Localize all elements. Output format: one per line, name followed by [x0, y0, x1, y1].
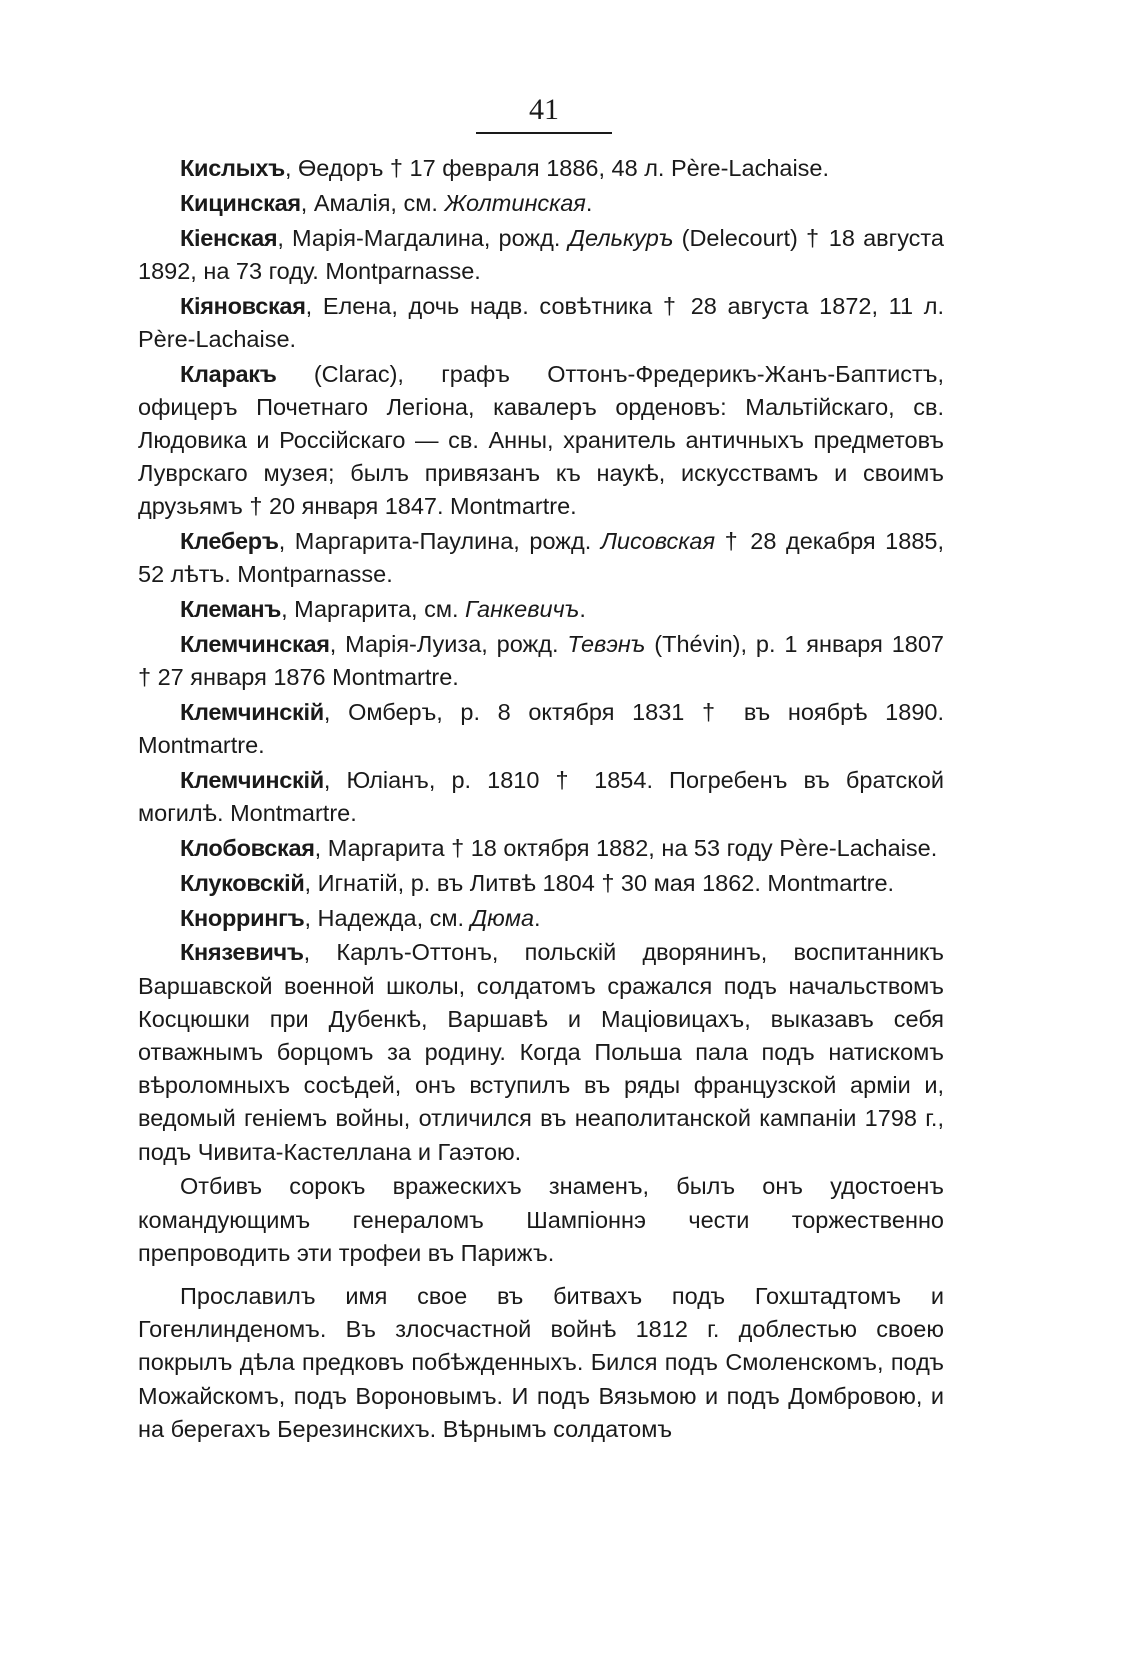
entry	[138, 525, 944, 591]
entry-text: , Елена, дочь надв. совѣтника † 28 августа 1872, 11 л. Père-Lachaise.	[138, 292, 944, 352]
entry-tail: .	[585, 189, 593, 216]
entry-tail: † 28 декабря 1885, 52 лѣтъ. Montparnasse.	[138, 528, 944, 588]
entry-text: , Омберъ, р. 8 октября 1831 † въ ноябрѣ 1890. Montmartre.	[138, 699, 944, 759]
entry	[138, 593, 944, 626]
entry	[138, 152, 944, 185]
entry-text: , Амалія, см.	[300, 189, 445, 216]
entry-surname: Клемчинскій	[180, 699, 324, 725]
entry	[138, 764, 944, 830]
entry-surname: Кіяновская	[180, 292, 306, 319]
entry-cross-reference: Жолтинская	[444, 189, 586, 216]
entry-text: , Марія-Магдалина, рожд.	[277, 224, 569, 251]
entry	[138, 936, 944, 1168]
entries-body	[138, 152, 944, 1448]
entry-tail: (Delecourt) † 18 августа 1892, на 73 году. Montparnasse.	[138, 224, 945, 284]
entry	[138, 290, 944, 356]
entry-maiden-name: Делькуръ	[568, 224, 674, 251]
entry-text: , Маргарита-Паулина, рожд.	[278, 528, 601, 555]
entry-cross-reference: Ганкевичъ	[465, 596, 580, 623]
entry	[138, 696, 944, 762]
entry	[138, 187, 944, 220]
entry-surname: Князевичъ	[180, 939, 304, 966]
entry-text: , Юліанъ, р. 1810 † 1854. Погребенъ въ братской могилѣ. Montmartre.	[138, 767, 944, 827]
entry-text: , Өедоръ † 17 февраля 1886, 48 л. Père-Lachaise.	[284, 155, 830, 181]
entry-surname: Клемчинская	[180, 631, 330, 657]
entry-paragraph: Отбивъ сорокъ вражескихъ знаменъ, былъ онъ удостоенъ командующимъ генераломъ Шампіоннэ чести торжественно препроводить эти трофеи въ Парижъ.	[138, 1173, 944, 1266]
page-number-rule	[476, 132, 612, 134]
entry-text: (Clarac), графъ Оттонъ-Фредерикъ-Жанъ-Баптистъ, офицеръ Почетнаго Легіона, кавалеръ орденовъ: Мальтійскаго, св. Людовика и Россійскаго — св. Анны, хранитель античныхъ предметовъ Луврскаго музея; былъ привязанъ къ наукѣ, искусствамъ и своимъ друзьямъ † 20 января 1847. Montmartre.	[138, 360, 944, 520]
entry-text: , Маргарита, см.	[281, 596, 466, 623]
page-number: 41	[529, 93, 559, 126]
entry	[138, 222, 944, 288]
entry-surname: Кицинская	[180, 189, 301, 216]
entry-tail: .	[534, 904, 541, 931]
entry-text: , Карлъ-Оттонъ, польскій дворянинъ, воспитанникъ Варшавской военной школы, солдатомъ сражался подъ начальствомъ Косцюшки при Дубенкѣ, Варшавѣ и Маціовицахъ, выказавъ себя отважнымъ борцомъ за родину. Когда Польша пала подъ натискомъ вѣроломныхъ сосѣдей, онъ вступилъ въ ряды французской арміи и, ведомый геніемъ войны, отличился въ неаполитанской кампаніи 1798 г., подъ Чивита-Кастеллана и Гаэтою.	[138, 939, 944, 1165]
entry	[138, 902, 944, 935]
entry-surname: Клеберъ	[180, 528, 279, 555]
entry-surname: Кіенская	[180, 224, 278, 251]
entry-surname: Клуковскій	[180, 869, 305, 896]
entry-maiden-name: Тевэнъ	[567, 631, 646, 657]
entry-text: , Маргарита † 18 октября 1882, на 53 году Père-Lachaise.	[314, 835, 938, 861]
entry-text: , Марія-Луиза, рожд.	[329, 631, 568, 657]
entry-text: , Игнатій, р. въ Литвѣ 1804 † 30 мая 1862. Montmartre.	[304, 869, 895, 896]
entry-paragraph: Прославилъ имя свое въ битвахъ подъ Гохштадтомъ и Гогенлинденомъ. Въ злосчастной войнѣ 1812 г. доблестью своею покрылъ дѣла предковъ побѣжденныхъ. Бился подъ Смоленскомъ, подъ Можайскомъ, подъ Вороновымъ. И подъ Вязьмою и подъ Домбровою, и на берегахъ Березинскихъ. Вѣрнымъ солдатомъ	[138, 1283, 944, 1442]
entry-surname: Клобовская	[180, 835, 315, 861]
entry-cross-reference: Дюма	[470, 904, 535, 931]
entry	[138, 867, 944, 900]
entry	[138, 832, 944, 865]
entry	[138, 628, 944, 694]
entry-surname: Кислыхъ	[180, 155, 285, 181]
entry-surname: Клеманъ	[180, 596, 282, 623]
entry-maiden-name: Лисовская	[600, 528, 716, 555]
entry-surname: Клемчинскій	[180, 767, 324, 793]
entry-surname: Кноррингъ	[180, 904, 305, 931]
entry-tail: (Thévin), р. 1 января 1807 † 27 января 1876 Montmartre.	[138, 631, 944, 691]
entry-surname: Кларакъ	[180, 360, 277, 387]
entry-text: , Надежда, см.	[304, 904, 471, 931]
entry-tail: .	[579, 596, 586, 623]
entry	[138, 358, 944, 524]
